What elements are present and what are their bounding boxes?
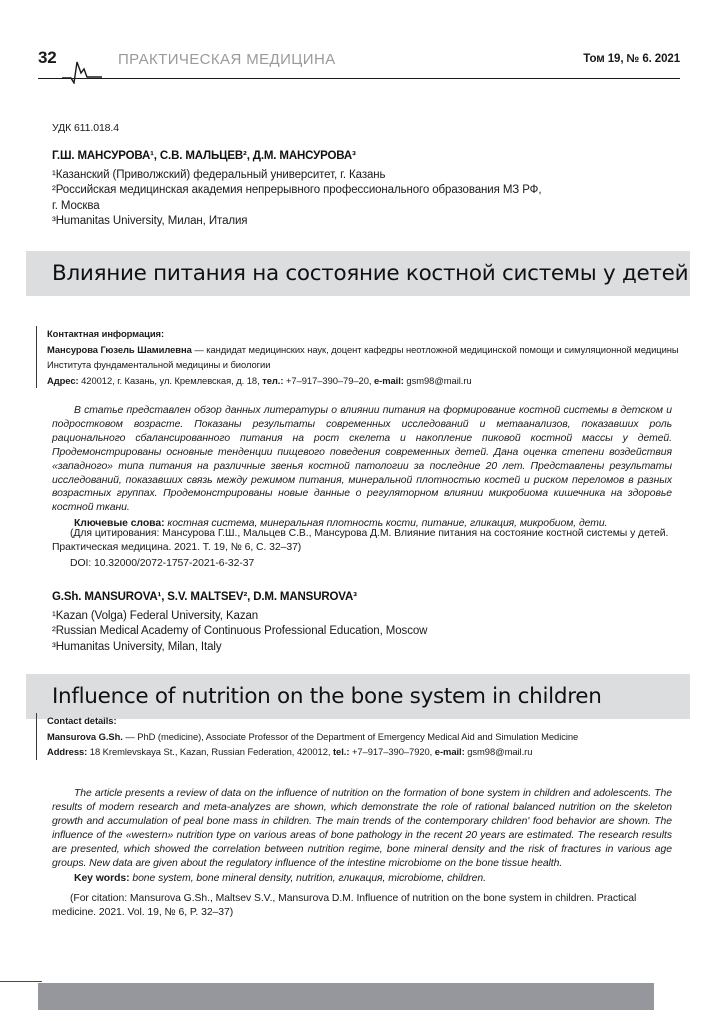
contact-person-name-en: Mansurova G.Sh.: [47, 730, 123, 742]
affiliation-item: ¹Казанский (Приволжский) федеральный университет, г. Казань: [52, 169, 386, 181]
tel-value-en: +7–917–390–7920,: [349, 746, 435, 758]
running-head: [0, 48, 710, 90]
address-label-ru: Адрес:: [47, 374, 79, 386]
email-value-en[interactable]: gsm98@mail.ru: [464, 746, 533, 758]
email-label-ru: e-mail:: [374, 374, 404, 386]
citation-en: [52, 892, 672, 921]
abstract-text-ru: В статье представлен обзор данных литературы о влиянии питания на формирование костной системы в детском и подростковом возрасте. Показаны результаты современных исследований и метаанализов, показавших роль рационального сбалансированного питания на рост скелета и накопление пиковой костной массы у детей. Продемонстрированы основные тенденции пищевого поведения современных детей. Дана оценка степени воздействия «западного» типа питания на различные звенья костной патологии за последние 20 лет. Представлены результаты исследований, показавших связь между режимом питания, минеральной плотностью костей и риском переломов в разных возрастных группах. Продемонстрированы новые данные о регуляторном влиянии микробиома кишечника на здоровье костной ткани.: [52, 405, 672, 514]
tel-label-ru: тел.:: [262, 374, 284, 386]
keywords-label-en: Key words:: [74, 873, 130, 885]
authors-ru: Г.Ш. МАНСУРОВА¹, С.В. МАЛЬЦЕВ², Д.М. МАНСУРОВА³: [52, 150, 356, 162]
contact-heading-en: Contact details:: [47, 715, 117, 726]
contact-person-en: [47, 729, 684, 745]
abstract-en: [52, 787, 672, 886]
contact-person-ru: [47, 342, 684, 373]
affiliations-en: [52, 609, 672, 655]
affiliation-item: ¹Kazan (Volga) Federal University, Kazan: [52, 610, 259, 622]
journal-title: ПРАКТИЧЕСКАЯ МЕДИЦИНА: [118, 51, 336, 68]
affiliation-item: ²Russian Medical Academy of Continuous Professional Education, Moscow: [52, 625, 428, 638]
footer-bar: [38, 983, 654, 1010]
contact-address-en: [47, 744, 684, 760]
page-number: 32: [38, 48, 57, 67]
affiliation-item: ³Humanitas University, Milan, Italy: [52, 640, 222, 653]
citation-text-ru: (Для цитирования: Мансурова Г.Ш., Мальцев С.В., Мансурова Д.М. Влияние питания на состояние костной системы у детей. Практическая медицина. 2021. Т. 19, № 6, С. 32–37): [52, 528, 669, 554]
keywords-en: [52, 872, 672, 886]
footer-rule: [0, 981, 42, 982]
abstract-ru: [52, 404, 672, 531]
contact-person-desc-en: — PhD (medicine), Associate Professor of the Department of Emergency Medical Aid and Simulation Medicine: [122, 730, 579, 742]
keywords-label-ru: Ключевые слова:: [74, 518, 165, 530]
contact-info-en: [36, 713, 684, 760]
affiliation-item: ²Российская медицинская академия непрерывного профессионального образования МЗ РФ,: [52, 184, 542, 197]
affiliation-item: ³Humanitas University, Милан, Италия: [52, 215, 248, 228]
keywords-value-ru: костная система, минеральная плотность кости, питание, гликация, микробиом, дети.: [164, 518, 608, 530]
contact-address-ru: [47, 373, 684, 389]
address-label-en: Address:: [47, 746, 88, 758]
contact-person-name-ru: Мансурова Гюзель Шамилевна: [47, 343, 192, 355]
doi-ru[interactable]: DOI: 10.32000/2072-1757-2021-6-32-37: [70, 557, 255, 569]
issue-info: Том 19, № 6. 2021: [583, 53, 680, 65]
affiliation-item: г. Москва: [52, 199, 100, 212]
article-title-en: Influence of nutrition on the bone system in children: [52, 684, 602, 709]
address-value-ru: 420012, г. Казань, ул. Кремлевская, д. 18,: [78, 374, 263, 386]
keywords-value-en: bone system, bone mineral density, nutrition, гликация, microbiome, children.: [129, 873, 486, 885]
contact-info-ru: [36, 326, 684, 388]
contact-person-desc-ru: — кандидат медицинских наук, доцент кафедры неотложной медицинской помощи и симуляционной медицины Института фундаментальной медицины и биологии: [47, 343, 679, 371]
article-title-ru-band: [26, 251, 690, 296]
tel-label-en: tel.:: [332, 746, 350, 758]
header-divider: [38, 78, 680, 79]
address-value-en: 18 Kremlevskaya St., Kazan, Russian Federation, 420012,: [87, 746, 333, 758]
authors-en: G.Sh. MANSUROVA¹, S.V. MALTSEV², D.M. MANSUROVA³: [52, 591, 357, 603]
email-label-en: e-mail:: [434, 746, 465, 758]
tel-value-ru: +7–917–390–79–20,: [283, 374, 374, 386]
udc-code: УДК 611.018.4: [52, 122, 119, 134]
ecg-heartbeat-icon: [62, 56, 102, 84]
abstract-text-en: The article presents a review of data on the influence of nutrition on the formation of bone system in children and adolescents. The results of modern research and meta-analyzes are shown, which demonstrate the role of rational balanced nutrition on the skeleton growth and accumulation of peal bone mass in children. The main trends of the contemporary children' food behavior are shown. The influence of the «western» nutrition type on various areas of bone pathology in the recent 20 years are estimated. The research results are presented, which showed the correlation between nutrition regime, bone mineral density and the risk of fractures in various age groups. New data are given about the regulatory influence of the intestine microbiome on the bone tissue health.: [52, 788, 672, 869]
citation-text-en: (For citation: Mansurova G.Sh., Maltsev S.V., Mansurova D.M. Influence of nutrition on the bone system in children. Practical medicine. 2021. Vol. 19, № 6, P. 32–37): [52, 893, 637, 919]
contact-heading-ru: Контактная информация:: [47, 328, 165, 339]
citation-ru: [52, 527, 672, 571]
affiliations-ru: [52, 168, 672, 230]
article-title-ru: Влияние питания на состояние костной системы у детей: [52, 261, 689, 286]
email-value-ru[interactable]: gsm98@mail.ru: [403, 374, 472, 386]
